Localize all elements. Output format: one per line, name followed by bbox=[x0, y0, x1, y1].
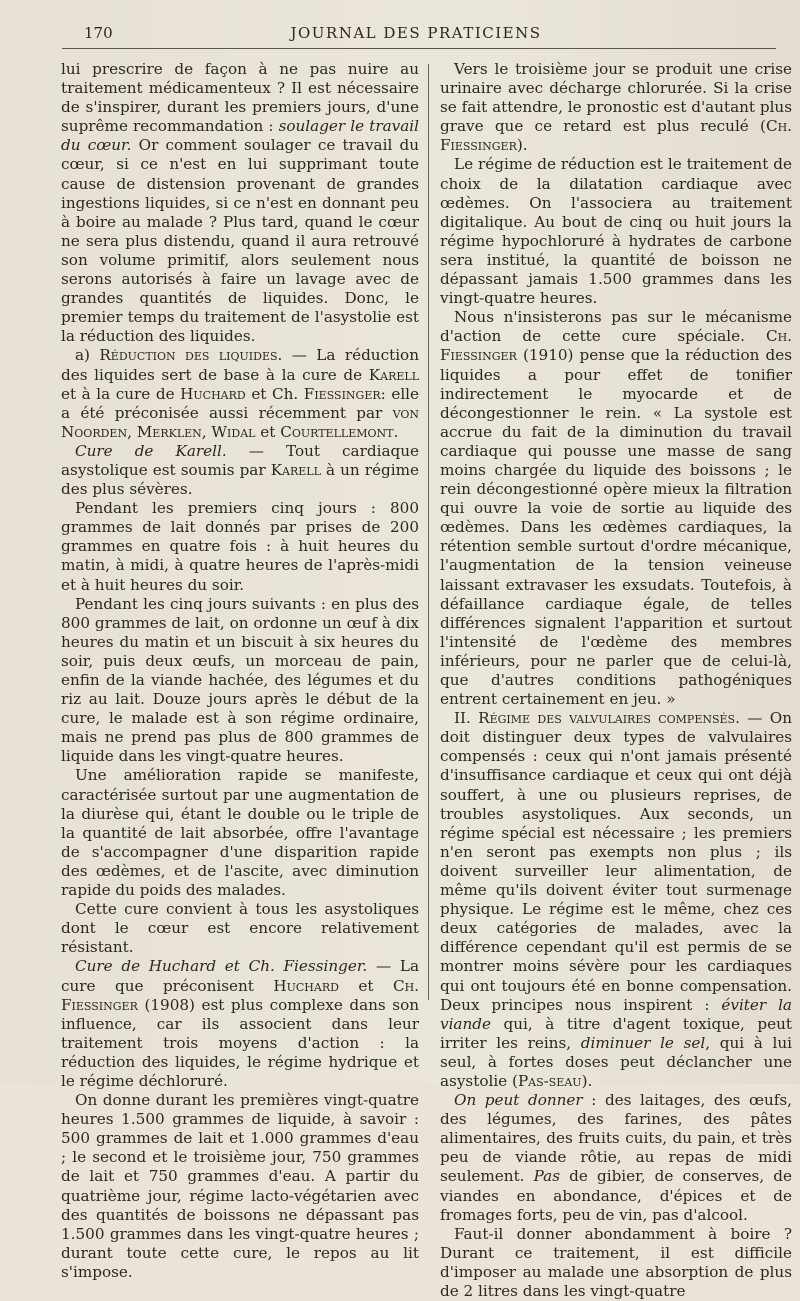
paragraph: Le régime de réduction est le traitement de choix de la dilatation cardiaque avec œdèmes. On l'associera au traitement digitalique. Au bout de cinq ou huit jours la régime hypochloruré à hydrates de carbone sera institué, la quantité de boisson ne dépassant jamais 1.500 grammes dans les vingt-quatre heures. bbox=[440, 155, 792, 308]
page-number: 170 bbox=[84, 24, 113, 42]
paragraph: a) Réduction des liquides. — La réduction des liquides sert de base à la cure de Karell et à la cure de Huchard et Ch. Fiessinger: elle a été préconisée aussi récemment par von Noorden, Merklen, Widal et Courtellemont. bbox=[61, 346, 420, 441]
right-column bbox=[440, 60, 792, 1301]
paragraph: Nous n'insisterons pas sur le mécanisme d'action de cette cure spéciale. Ch. Fiessinger (1910) pense que la réduction des liquides a pour effet de tonifier indirectement le myocarde et de décongestionner le rein. « La systole est accrue du fait de la diminution du travail cardiaque qui pousse une masse de sang moins chargée du liquide des boissons ; le rein décongestionné opère mieux la filtration qui ouvre la voie de sortie au liquide des œdèmes. Dans les œdèmes cardiaques, la rétention semble surtout d'ordre mécanique, l'augmentation de la tension veineuse laissant extravaser les exsudats. Toutefois, à défaillance cardiaque égale, de telles différences signalent l'apparition et surtout l'intensité de l'œdème des membres inférieurs, pour ne parler que de celui-là, que d'autres conditions pathogéniques entrent certainement en jeu. » bbox=[440, 308, 793, 709]
paragraph: On peut donner : des laitages, des œufs, des légumes, des farines, des pâtes alimentaires, des fruits cuits, du pain, et très peu de viande rôtie, au repas de midi seulement. Pas de gibier, de conserves, de viandes en abondance, d'épices et de fromages forts, peu de vin, pas d'alcool. bbox=[440, 1091, 793, 1224]
paragraph: II. Régime des valvulaires compensés. — On doit distinguer deux types de valvulaires compensés : ceux qui n'ont jamais présenté d'insuffisance cardiaque et ceux qui ont déjà souffert, à une ou plusieurs reprises, de troubles asystoliques. Aux seconds, un régime spécial est nécessaire ; les premiers n'en seront pas exempts non plus ; ils doivent surveiller leur alimentation, de même qu'ils doivent éviter tout surmenage physique. Le régime est le même, chez ces deux catégories de malades, avec la différence cependant qu'il est permis de se montrer moins sévère pour les cardiaques qui ont toujours été en bonne compensation. Deux principes nous inspirent : éviter la viande qui, à titre d'agent toxique, peut irriter les reins, diminuer le sel, qui à lui seul, à fortes doses peut déclancher une asystolie (Pas-seau). bbox=[440, 709, 793, 1090]
page-header bbox=[62, 20, 770, 50]
paragraph: On donne durant les premières vingt-quatre heures 1.500 grammes de liquide, à savoir : 500 grammes de lait et 1.000 grammes d'eau ; le second et le troisième jour, 750 grammes de lait et 750 grammes d'eau. A partir du quatrième jour, régime lacto-végétarien avec des quantités de boissons ne dépassant pas 1.500 grammes dans les vingt-quatre heures ; durant toute cette cure, le repos au lit s'impose. bbox=[61, 1091, 419, 1281]
journal-title: JOURNAL DES PRATICIENS bbox=[290, 24, 542, 42]
paragraph: Pendant les premiers cinq jours : 800 grammes de lait donnés par prises de 200 grammes en quatre fois : à huit heures du matin, à midi, à quatre heures de l'après-midi et à huit heures du soir. bbox=[61, 499, 419, 594]
paragraph: Cette cure convient à tous les asystoliques dont le cœur est encore relativement résistant. bbox=[61, 900, 419, 957]
left-column bbox=[61, 60, 419, 1282]
paragraph: Vers le troisième jour se produit une crise urinaire avec décharge chlorurée. Si la crise se fait attendre, le pronostic est d'autant plus grave que ce retard est plus reculé (Ch. Fiessinger). bbox=[440, 60, 793, 155]
paragraph: lui prescrire de façon à ne pas nuire au traitement médicamenteux ? Il est nécessaire de s'inspirer, durant les premiers jours, d'une suprême recommandation : soulager le travail du cœur. Or comment soulager ce travail du cœur, si ce n'est en lui supprimant toute cause de distension provenant de grandes ingestions liquides, si ce n'est en donnant peu à boire au malade ? Plus tard, quand le cœur ne sera plus distendu, quand il aura retrouvé son volume primitif, alors seulement nous serons autorisés à faire un lavage avec de grandes quantités de liquides. Donc, le premier temps du traitement de l'asystolie est la réduction des liquides. bbox=[61, 60, 420, 346]
header-rule bbox=[62, 48, 776, 49]
paragraph: Une amélioration rapide se manifeste, caractérisée surtout par une augmentation de la diurèse qui, étant le double ou le triple de la quantité de lait absorbée, offre l'avantage de s'accompagner d'une disparition rapide des œdèmes, et de l'ascite, avec diminution rapide du poids des malades. bbox=[61, 766, 419, 900]
paragraph: Pendant les cinq jours suivants : en plus des 800 grammes de lait, on ordonne un œuf à dix heures du matin et un biscuit à six heures du soir, puis deux œufs, un morceau de pain, enfin de la viande hachée, des légumes et du riz au lait. Douze jours après le début de la cure, le malade est à son régime ordinaire, mais ne prend pas plus de 800 grammes de liquide dans les vingt-quatre heures. bbox=[61, 594, 419, 766]
paragraph: Faut-il donner abondamment à boire ? Durant ce traitement, il est difficile d'imposer au malade une absorption de plus de 2 litres dans les vingt-quatre bbox=[440, 1224, 792, 1300]
column-rule bbox=[428, 64, 429, 1000]
paragraph: Cure de Karell. — Tout cardiaque asystolique est soumis par Karell à un régime des plus sévères. bbox=[61, 441, 420, 499]
paragraph: Cure de Huchard et Ch. Fiessinger. — La cure que préconisent Huchard et Ch. Fiessinger (1908) est plus complexe dans son influence, car ils associent dans leur traitement trois moyens d'action : la réduction des liquides, le régime hydrique et le régime déchloruré. bbox=[61, 957, 420, 1090]
